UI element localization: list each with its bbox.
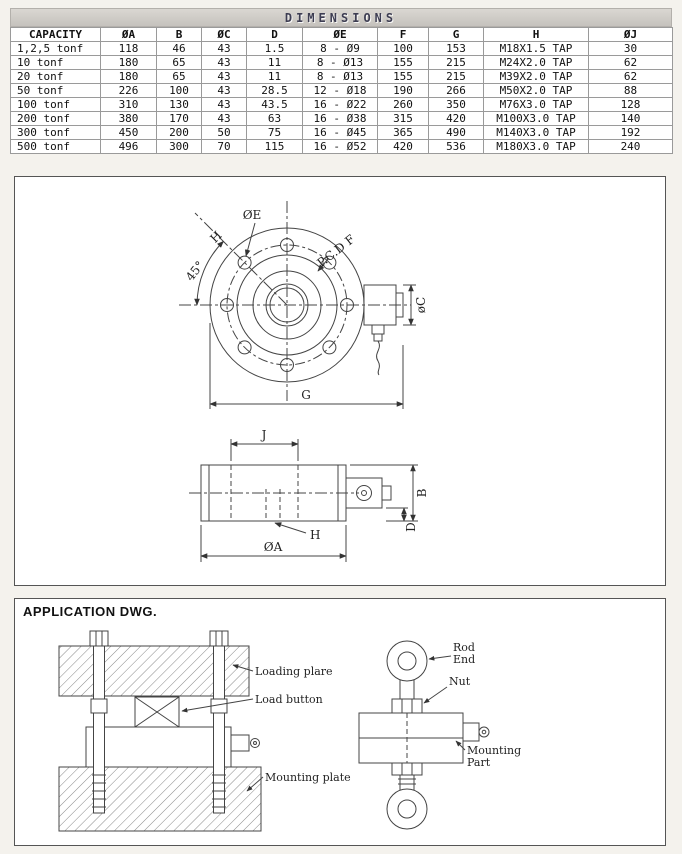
table-cell: 100	[157, 84, 202, 98]
application-drawing	[15, 623, 665, 845]
compression-mounting-view	[59, 631, 263, 831]
tension-mounting-view	[359, 641, 489, 829]
dimensions-title-bar	[10, 8, 672, 27]
label-rod-end-line1: Rod	[453, 641, 475, 654]
column-header: ØC	[202, 28, 247, 42]
table-cell: 140	[589, 112, 673, 126]
table-cell: 180	[101, 56, 157, 70]
table-cell: 155	[378, 56, 429, 70]
table-cell: 226	[101, 84, 157, 98]
table-cell: 16 - Ø38	[303, 112, 378, 126]
table-cell: 155	[378, 70, 429, 84]
table-cell: 50 tonf	[11, 84, 101, 98]
label-loading-plate: Loading plare	[255, 665, 333, 678]
label-mounting-part-line1: Mounting	[467, 744, 522, 757]
table-cell: M24X2.0 TAP	[484, 56, 589, 70]
table-cell: 63	[247, 112, 303, 126]
table-cell: M100X3.0 TAP	[484, 112, 589, 126]
table-cell: 260	[378, 98, 429, 112]
table-cell: 43	[202, 42, 247, 56]
dim-label-h-front: H	[207, 228, 225, 246]
outline-drawing	[15, 177, 665, 585]
table-cell: 215	[429, 70, 484, 84]
table-cell: 215	[429, 56, 484, 70]
table-cell: 200 tonf	[11, 112, 101, 126]
table-cell: 100	[378, 42, 429, 56]
table-cell: 12 - Ø18	[303, 84, 378, 98]
side-view	[189, 439, 418, 562]
table-row	[11, 70, 673, 84]
label-rod-end-line2: End	[453, 653, 476, 666]
column-header: CAPACITY	[11, 28, 101, 42]
table-cell: 46	[157, 42, 202, 56]
dimensions-title: DIMENSIONS	[284, 10, 398, 25]
table-cell: 8 - Ø13	[303, 70, 378, 84]
table-cell: 16 - Ø22	[303, 98, 378, 112]
table-cell: 266	[429, 84, 484, 98]
table-cell: 30	[589, 42, 673, 56]
table-cell: 128	[589, 98, 673, 112]
table-cell: 88	[589, 84, 673, 98]
table-cell: 380	[101, 112, 157, 126]
table-cell: 43	[202, 98, 247, 112]
table-cell: 300	[157, 140, 202, 154]
table-cell: 180	[101, 70, 157, 84]
table-cell: 170	[157, 112, 202, 126]
table-cell: 70	[202, 140, 247, 154]
dimensions-table	[10, 27, 673, 154]
table-cell: 115	[247, 140, 303, 154]
outline-drawing-labels	[183, 208, 429, 554]
table-cell: M140X3.0 TAP	[484, 126, 589, 140]
table-cell: 62	[589, 56, 673, 70]
column-header: ØA	[101, 28, 157, 42]
table-cell: 100 tonf	[11, 98, 101, 112]
table-cell: 28.5	[247, 84, 303, 98]
table-row	[11, 98, 673, 112]
column-header: H	[484, 28, 589, 42]
table-cell: 16 - Ø45	[303, 126, 378, 140]
column-header: ØE	[303, 28, 378, 42]
table-cell: 496	[101, 140, 157, 154]
table-cell: 11	[247, 56, 303, 70]
table-cell: M39X2.0 TAP	[484, 70, 589, 84]
dim-label-45-degrees: 45°	[182, 258, 208, 284]
table-cell: 365	[378, 126, 429, 140]
dim-label-bolt-hole-oe: ØE	[242, 208, 262, 222]
table-row	[11, 84, 673, 98]
table-row	[11, 126, 673, 140]
table-cell: 420	[429, 112, 484, 126]
table-row	[11, 112, 673, 126]
dim-label-pcd-f: P.C.D F	[314, 232, 358, 270]
column-header: D	[247, 28, 303, 42]
table-cell: 8 - Ø13	[303, 56, 378, 70]
table-cell: 118	[101, 42, 157, 56]
table-cell: 16 - Ø52	[303, 140, 378, 154]
table-cell: 300 tonf	[11, 126, 101, 140]
table-cell: 43.5	[247, 98, 303, 112]
table-cell: 62	[589, 70, 673, 84]
dimensions-table-body	[11, 42, 673, 154]
table-cell: 10 tonf	[11, 56, 101, 70]
table-cell: M50X2.0 TAP	[484, 84, 589, 98]
table-cell: 65	[157, 56, 202, 70]
label-mounting-part-line2: Part	[467, 756, 491, 769]
table-cell: 192	[589, 126, 673, 140]
dim-label-oa: ØA	[263, 540, 283, 554]
label-load-button: Load button	[255, 693, 323, 706]
dim-label-b: B	[415, 488, 429, 498]
table-cell: M76X3.0 TAP	[484, 98, 589, 112]
table-cell: 190	[378, 84, 429, 98]
table-row	[11, 56, 673, 70]
table-row	[11, 140, 673, 154]
table-cell: 420	[378, 140, 429, 154]
table-cell: 43	[202, 84, 247, 98]
table-cell: 65	[157, 70, 202, 84]
outline-drawing-panel	[14, 176, 666, 586]
table-cell: 50	[202, 126, 247, 140]
dim-label-oc: øC	[414, 296, 428, 314]
table-cell: 8 - Ø9	[303, 42, 378, 56]
table-cell: M180X3.0 TAP	[484, 140, 589, 154]
column-header: B	[157, 28, 202, 42]
table-cell: 350	[429, 98, 484, 112]
application-drawing-panel	[14, 598, 666, 846]
table-header-row	[11, 28, 673, 42]
column-header: ØJ	[589, 28, 673, 42]
table-cell: 315	[378, 112, 429, 126]
table-cell: 11	[247, 70, 303, 84]
table-cell: 500 tonf	[11, 140, 101, 154]
dim-label-g: G	[301, 388, 311, 402]
table-cell: 130	[157, 98, 202, 112]
column-header: G	[429, 28, 484, 42]
application-title: APPLICATION DWG.	[23, 604, 158, 619]
label-mounting-plate: Mounting plate	[265, 771, 351, 784]
table-cell: 20 tonf	[11, 70, 101, 84]
dim-label-d: D	[404, 522, 418, 532]
table-cell: 1,2,5 tonf	[11, 42, 101, 56]
table-row	[11, 42, 673, 56]
dim-label-h-side: H	[310, 528, 321, 542]
table-cell: 1.5	[247, 42, 303, 56]
table-cell: 75	[247, 126, 303, 140]
table-cell: 240	[589, 140, 673, 154]
table-cell: M18X1.5 TAP	[484, 42, 589, 56]
table-cell: 490	[429, 126, 484, 140]
column-header: F	[378, 28, 429, 42]
table-cell: 153	[429, 42, 484, 56]
dim-label-j: J	[261, 428, 267, 442]
table-cell: 43	[202, 56, 247, 70]
table-cell: 310	[101, 98, 157, 112]
label-nut: Nut	[449, 675, 471, 688]
table-cell: 200	[157, 126, 202, 140]
table-cell: 536	[429, 140, 484, 154]
table-cell: 450	[101, 126, 157, 140]
table-cell: 43	[202, 70, 247, 84]
table-cell: 43	[202, 112, 247, 126]
